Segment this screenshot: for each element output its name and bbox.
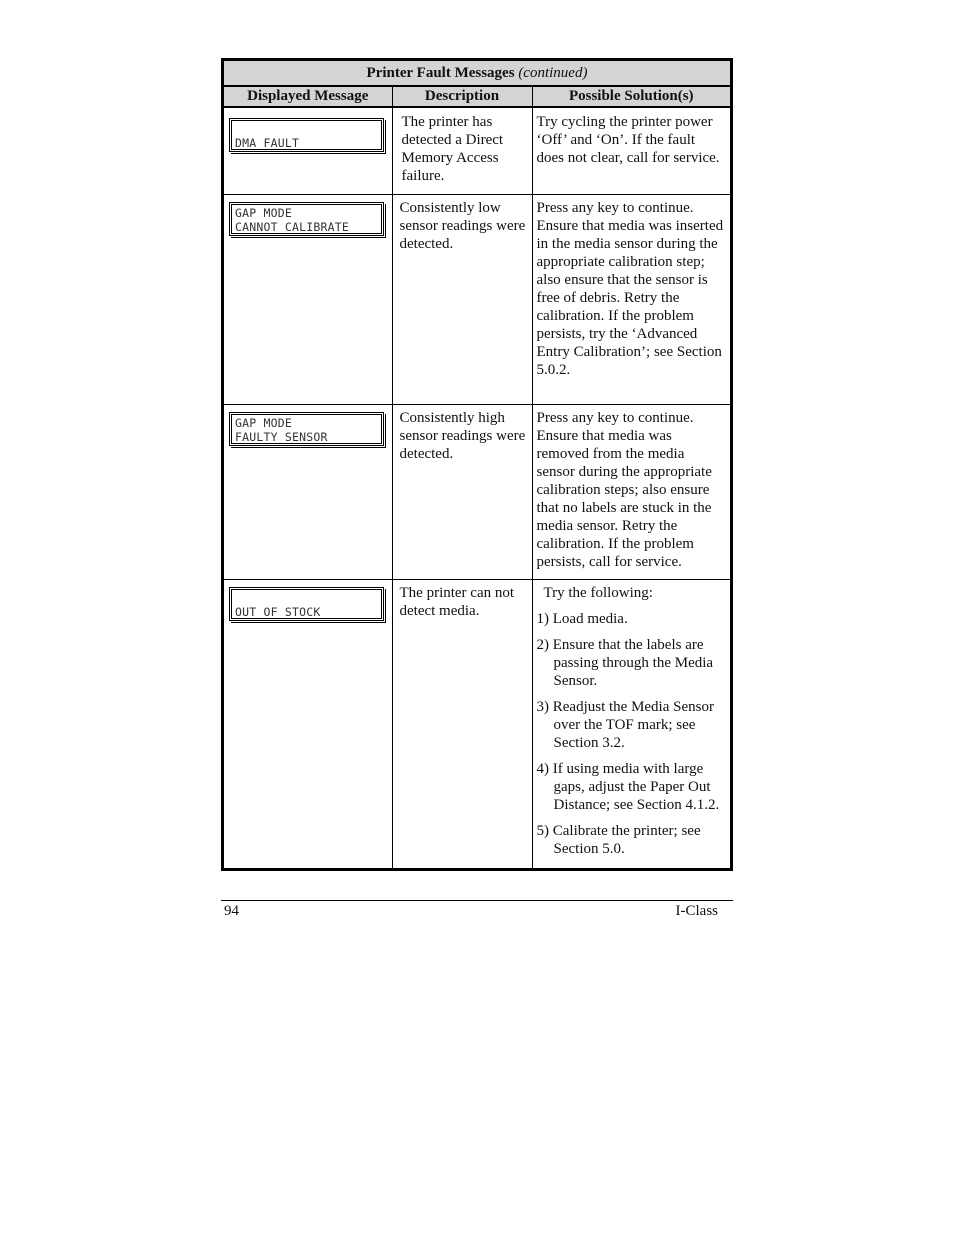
header-description: Description — [392, 86, 532, 107]
description-text: The printer can not detect media. — [399, 584, 515, 619]
table-title-suffix: (continued) — [518, 64, 588, 81]
solution-step: 5) Calibrate the printer; see Section 5.0. — [536, 822, 701, 857]
description-cell — [392, 579, 532, 868]
solution-step: 4) If using media with large gaps, adjust the Paper Out Distance; see Section 4.1.2. — [536, 760, 720, 813]
lcd-message: OUT OF STOCK — [235, 604, 321, 619]
display-cell — [224, 579, 392, 868]
table-title-row — [224, 61, 730, 86]
description-cell — [392, 194, 532, 404]
lcd-message: DMA FAULT — [235, 136, 300, 150]
lcd-display — [229, 118, 384, 152]
solution-step: 3) Readjust the Media Sensor over the TOF mark; see Section 3.2. — [536, 698, 714, 751]
table-title-text: Printer Fault Messages — [366, 64, 515, 81]
lcd-message: GAP MODE CANNOT CALIBRATE — [235, 205, 349, 234]
table-row — [224, 404, 730, 579]
table-row — [224, 579, 730, 868]
fault-messages-table — [221, 58, 733, 871]
description-text: Consistently high sensor readings were detected. — [399, 409, 526, 462]
page-number: 94 — [224, 903, 239, 919]
description-text: The printer has detected a Direct Memory Access failure. — [401, 114, 504, 184]
display-cell — [224, 194, 392, 404]
table-row — [224, 194, 730, 404]
product-name: I-Class — [675, 903, 718, 919]
solution-text: Try cycling the printer power ‘Off’ and ‘On’. If the fault does not clear, call for service. — [536, 114, 720, 166]
lcd-display — [229, 587, 384, 621]
lcd-display — [229, 412, 384, 446]
solution-text: Press any key to continue. Ensure that media was inserted in the media sensor during the appropriate calibration step; also ensure that the sensor is free of debris. Retry the calibration. If the problem persists, try the ‘Advanced Entry Calibration’; see Section 5.0.2. — [536, 199, 724, 378]
display-cell — [224, 404, 392, 579]
header-displayed-message: Displayed Message — [224, 86, 392, 107]
lcd-message: GAP MODE FAULTY SENSOR — [235, 415, 328, 444]
solution-step: 1) Load media. — [536, 610, 628, 627]
solution-step: 2) Ensure that the labels are passing through the Media Sensor. — [536, 636, 714, 689]
table-header-row — [224, 86, 730, 107]
table-row — [224, 107, 730, 194]
lcd-display — [229, 202, 384, 236]
solution-intro: Try the following: — [543, 584, 653, 601]
solution-cell — [532, 579, 730, 868]
solution-cell — [532, 194, 730, 404]
description-cell — [392, 107, 532, 194]
solution-steps — [537, 610, 727, 858]
page-footer — [221, 900, 733, 919]
table-title — [224, 61, 730, 86]
solution-text: Press any key to continue. Ensure that media was removed from the media sensor during the appropriate calibration steps; also ensure that no labels are stuck in the media sensor. Retry the calibration. If the problem persists, call for service. — [536, 409, 712, 570]
description-text: Consistently low sensor readings were detected. — [399, 199, 526, 252]
display-cell — [224, 107, 392, 194]
solution-list-container — [533, 580, 731, 858]
solution-cell — [532, 404, 730, 579]
description-cell — [392, 404, 532, 579]
solution-cell — [532, 107, 730, 194]
header-possible-solutions: Possible Solution(s) — [532, 86, 730, 107]
